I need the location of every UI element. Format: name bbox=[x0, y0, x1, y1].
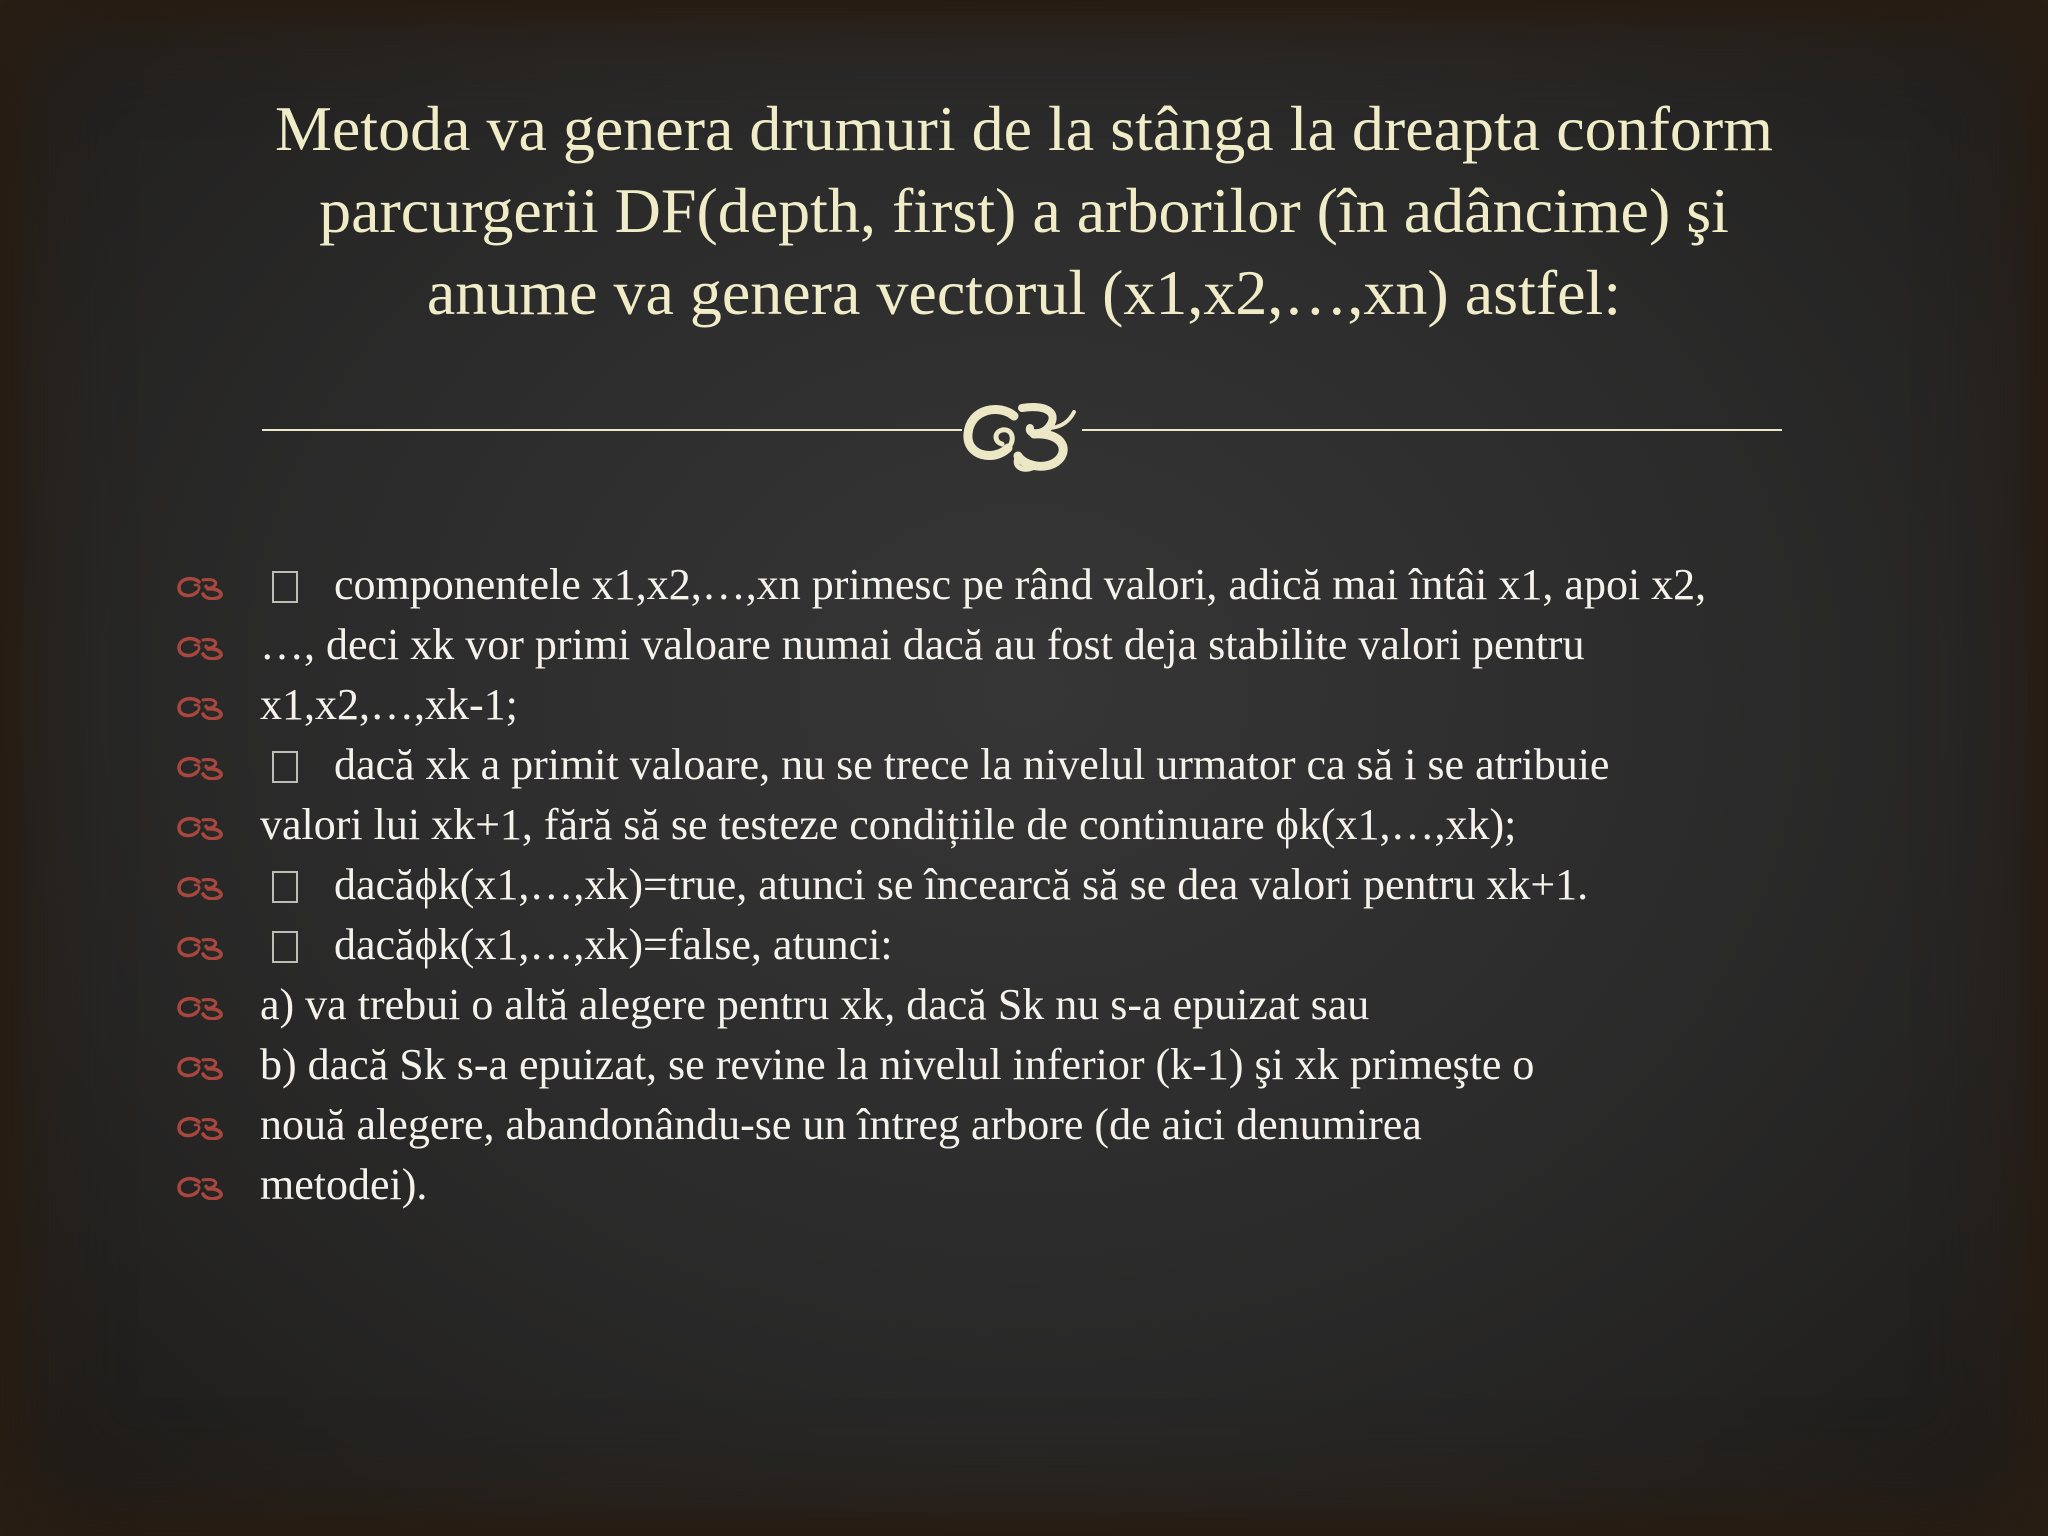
bullet-text: valori lui xk+1, fără să se testeze condițiile de continuare ϕk(x1,…,xk); bbox=[260, 800, 1517, 849]
swash-bullet-icon bbox=[175, 1054, 229, 1080]
checkbox-glyph bbox=[272, 931, 298, 963]
list-item bbox=[175, 562, 1875, 608]
list-item bbox=[175, 1102, 1875, 1148]
swash-bullet-icon bbox=[175, 994, 229, 1020]
checkbox-glyph bbox=[272, 571, 298, 603]
checkbox-glyph bbox=[272, 871, 298, 903]
swash-bullet-icon bbox=[175, 1114, 229, 1140]
bullet-text: dacăϕk(x1,…,xk)=true, atunci se încearcă să se dea valori pentru xk+1. bbox=[334, 860, 1589, 909]
list-item bbox=[175, 682, 1875, 728]
swash-bullet-icon bbox=[175, 754, 229, 780]
list-item bbox=[175, 622, 1875, 668]
bullet-text: metodei). bbox=[260, 1160, 428, 1209]
title-line: Metoda va genera drumuri de la stânga la dreapta conform bbox=[274, 93, 1774, 164]
bullet-text: componentele x1,x2,…,xn primesc pe rând valori, adică mai întâi x1, apoi x2, bbox=[334, 560, 1707, 609]
bullet-text: dacă xk a primit valoare, nu se trece la nivelul urmator ca să i se atribuie bbox=[334, 740, 1610, 789]
list-item bbox=[175, 1042, 1875, 1088]
bullet-list bbox=[175, 562, 1875, 1222]
bullet-text: a) va trebui o altă alegere pentru xk, dacă Sk nu s-a epuizat sau bbox=[260, 980, 1370, 1029]
title-line: anume va genera vectorul (x1,x2,…,xn) astfel: bbox=[426, 257, 1622, 328]
checkbox-glyph bbox=[272, 751, 298, 783]
list-item bbox=[175, 1162, 1875, 1208]
divider-rule-left bbox=[262, 429, 962, 431]
slide-title bbox=[180, 88, 1868, 334]
bullet-text: …, deci xk vor primi valoare numai dacă au fost deja stabilite valori pentru bbox=[260, 620, 1585, 669]
swash-bullet-icon bbox=[175, 694, 229, 720]
swash-bullet-icon bbox=[175, 574, 229, 600]
bullet-text: x1,x2,…,xk-1; bbox=[260, 680, 518, 729]
swash-bullet-icon bbox=[175, 814, 229, 840]
swash-bullet-icon bbox=[175, 634, 229, 660]
swash-bullet-icon bbox=[175, 874, 229, 900]
list-item bbox=[175, 802, 1875, 848]
title-line: parcurgerii DF(depth, first) a arborilor (în adâncime) şi bbox=[319, 175, 1729, 246]
bullet-text: nouă alegere, abandonându-se un întreg arbore (de aici denumirea bbox=[260, 1100, 1422, 1149]
bullet-text: b) dacă Sk s-a epuizat, se revine la nivelul inferior (k-1) şi xk primeşte o bbox=[260, 1040, 1535, 1089]
bullet-text: dacăϕk(x1,…,xk)=false, atunci: bbox=[334, 920, 893, 969]
fleuron-ornament-icon bbox=[952, 390, 1092, 480]
list-item bbox=[175, 982, 1875, 1028]
list-item bbox=[175, 742, 1875, 788]
list-item bbox=[175, 922, 1875, 968]
list-item bbox=[175, 862, 1875, 908]
divider-rule-right bbox=[1082, 429, 1782, 431]
title-divider bbox=[262, 390, 1782, 480]
swash-bullet-icon bbox=[175, 934, 229, 960]
swash-bullet-icon bbox=[175, 1174, 229, 1200]
